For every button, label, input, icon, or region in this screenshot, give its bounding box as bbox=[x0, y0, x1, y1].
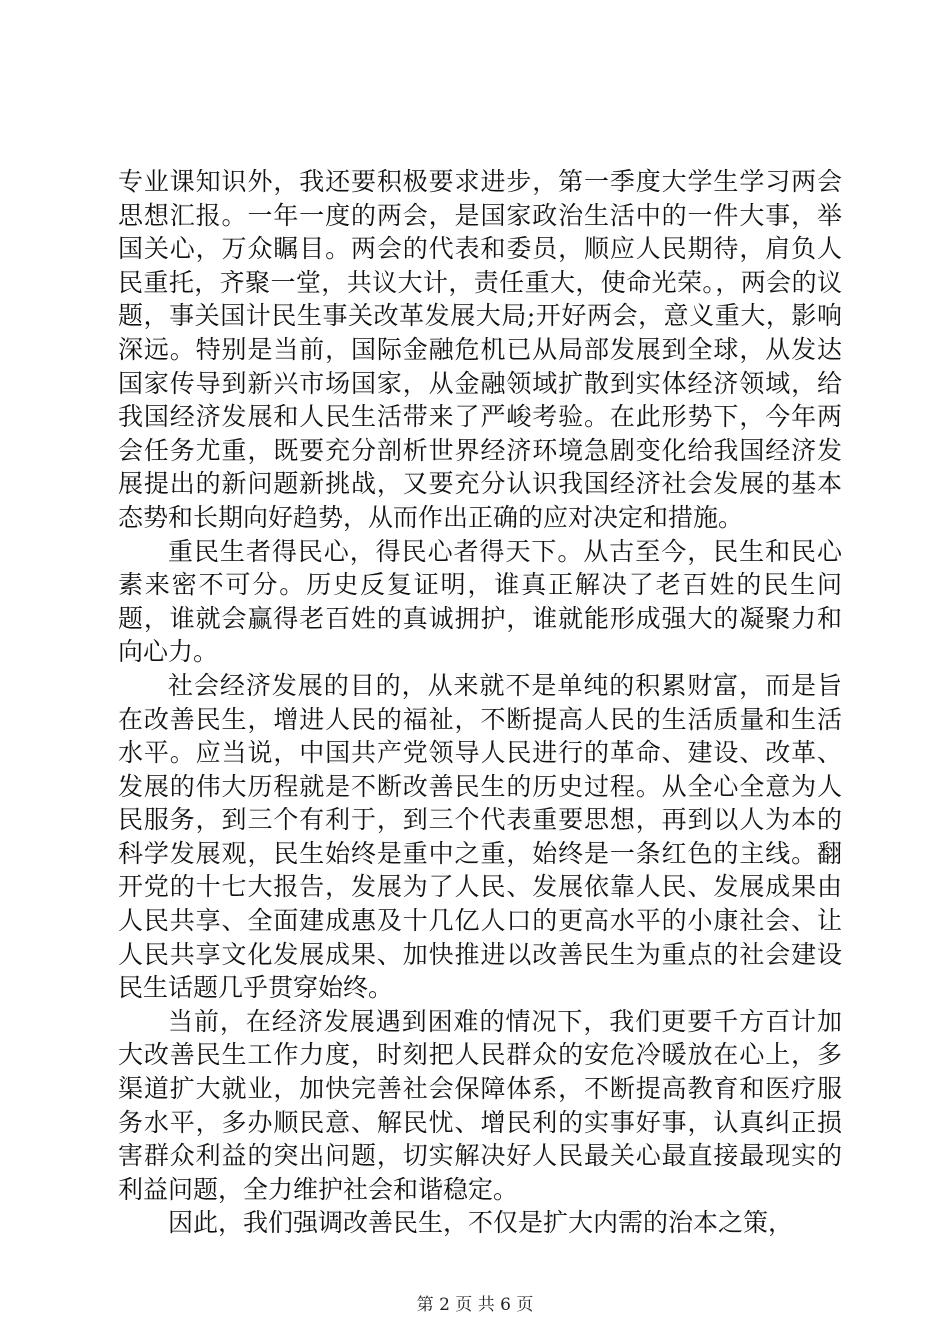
paragraph-5: 因此，我们强调改善民生，不仅是扩大内需的治本之策， bbox=[168, 1208, 794, 1238]
paragraph-4: 当前，在经济发展遇到困难的情况下，我们更要千方百计加大改善民生工作力度，时刻把人民群众的安危冷暖放在心上，多渠道扩大就业，加快完善社会保障体系，不断提高教育和医疗服务水平，多办顺民意、解民忧、增民利的实事好事，认真纠正损害群众利益的突出问题，切实解决好人民最关心最直接最现实的利益问题，全力维护社会和谐稳定。 bbox=[118, 1006, 842, 1204]
paragraph-3: 社会经济发展的目的，从来就不是单纯的积累财富，而是旨在改善民生，增进人民的福祉，不断提高人民的生活质量和生活水平。应当说，中国共产党领导人民进行的革命、建设、改革、发展的伟大历程就是不断改善民生的历史过程。从全心全意为人民服务，到三个有利于，到三个代表重要思想，再到以人为本的科学发展观，民生始终是重中之重，始终是一条红色的主线。翻开党的十七大报告，发展为了人民、发展依靠人民、发展成果由人民共享、全面建成惠及十几亿人口的更高水平的小康社会、让人民共享文化发展成果、加快推进以改善民生为重点的社会建设民生话题几乎贯穿始终。 bbox=[118, 670, 842, 1003]
document-body bbox=[118, 165, 842, 1240]
paragraph-2: 重民生者得民心，得民心者得天下。从古至今，民生和民心素来密不可分。历史反复证明，谁真正解决了老百姓的民生问题，谁就会赢得老百姓的真诚拥护，谁就能形成强大的凝聚力和向心力。 bbox=[118, 536, 842, 667]
page-number-footer: 第 2 页 共 6 页 bbox=[416, 1295, 534, 1315]
paragraph-1: 专业课知识外，我还要积极要求进步，第一季度大学生学习两会思想汇报。一年一度的两会，是国家政治生活中的一件大事，举国关心，万众瞩目。两会的代表和委员，顺应人民期待，肩负人民重托，齐聚一堂，共议大计，责任重大，使命光荣。，两会的议题，事关国计民生事关改革发展大局;开好两会，意义重大，影响深远。特别是当前，国际金融危机已从局部发展到全球，从发达国家传导到新兴市场国家，从金融领域扩散到实体经济领域，给我国经济发展和人民生活带来了严峻考验。在此形势下，今年两会任务尤重，既要充分剖析世界经济环境急剧变化给我国经济发展提出的新问题新挑战，又要充分认识我国经济社会发展的基本态势和长期向好趋势，从而作出正确的应对决定和措施。 bbox=[118, 167, 842, 532]
